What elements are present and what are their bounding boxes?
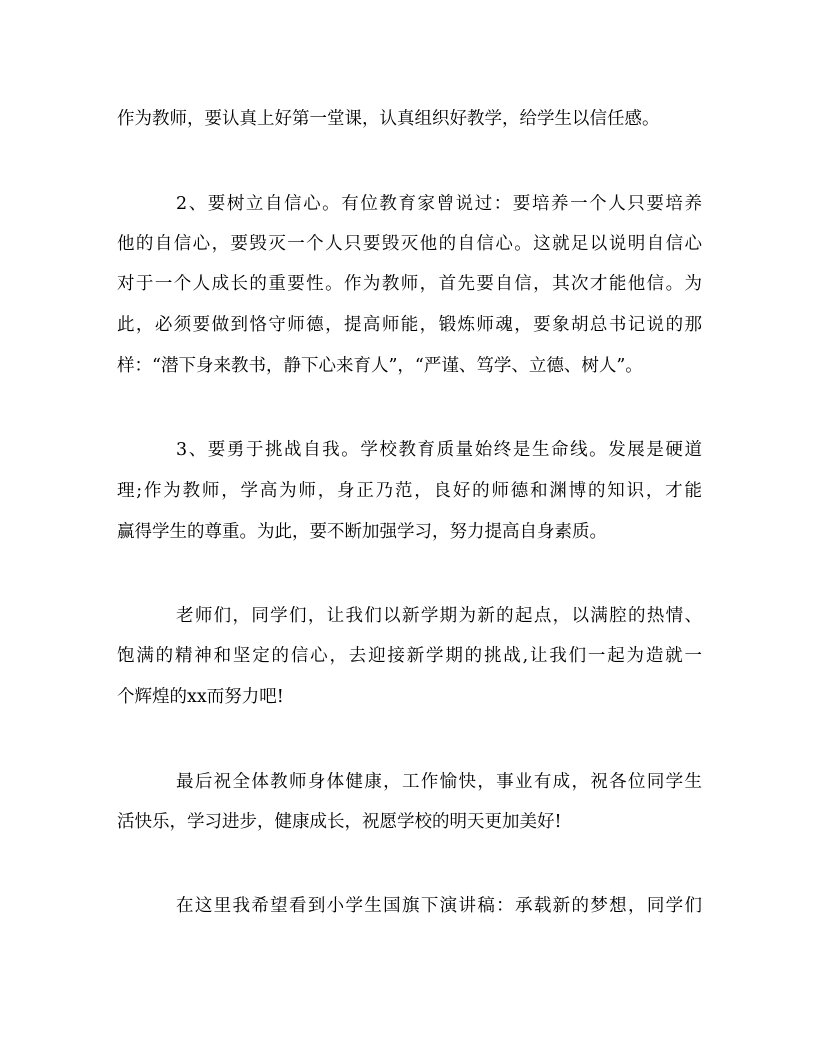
paragraph-5-line-1: 最后祝全体教师身体健康，工作愉快，事业有成，祝各位同学生 bbox=[176, 772, 702, 792]
paragraph-2-line-3: 对于一个人成长的重要性。作为教师，首先要自信，其次才能他信。为 bbox=[117, 274, 702, 294]
paragraph-6-line-1: 在这里我希望看到小学生国旗下演讲稿：承载新的梦想，同学们 bbox=[176, 896, 702, 916]
paragraph-4-line-1: 老师们，同学们，让我们以新学期为新的起点，以满腔的热情、 bbox=[176, 606, 702, 626]
paragraph-4-line-3: 个辉煌的xx而努力吧! bbox=[117, 687, 284, 707]
paragraph-2-line-2: 他的自信心，要毁灭一个人只要毁灭他的自信心。这就足以说明自信心 bbox=[117, 234, 702, 254]
paragraph-2-line-1: 2、要树立自信心。有位教育家曾说过：要培养一个人只要培养 bbox=[176, 194, 702, 214]
paragraph-3-line-3: 赢得学生的尊重。为此，要不断加强学习，努力提高自身素质。 bbox=[117, 522, 607, 542]
paragraph-5-line-2: 活快乐，学习进步，健康成长，祝愿学校的明天更加美好! bbox=[117, 812, 562, 832]
paragraph-1-line-1: 作为教师，要认真上好第一堂课，认真组织好教学，给学生以信任感。 bbox=[117, 109, 660, 129]
paragraph-3-line-1: 3、要勇于挑战自我。学校教育质量始终是生命线。发展是硬道 bbox=[176, 440, 702, 460]
paragraph-2-line-5: 样：“潜下身来教书，静下心来育人”，“严谨、笃学、立德、树人”。 bbox=[117, 356, 643, 376]
paragraph-3-line-2: 理;作为教师，学高为师，身正乃范，良好的师德和渊博的知识，才能 bbox=[117, 481, 702, 501]
paragraph-4-line-2: 饱满的精神和坚定的信心，去迎接新学期的挑战,让我们一起为造就一 bbox=[117, 646, 702, 666]
paragraph-2-line-4: 此，必须要做到恪守师德，提高师能，锻炼师魂，要象胡总书记说的那 bbox=[117, 315, 702, 335]
